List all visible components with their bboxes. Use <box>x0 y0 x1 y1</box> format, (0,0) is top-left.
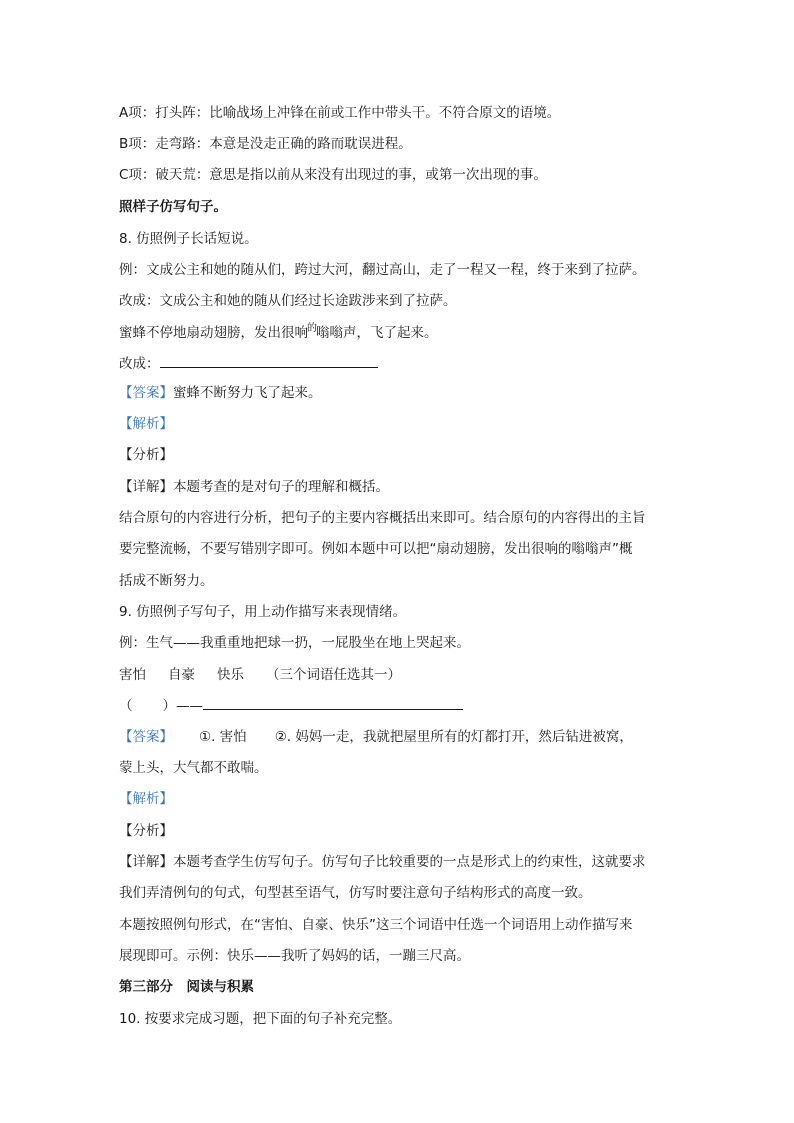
question-8-analysis-1: 结合原句的内容进行分析，把句子的主要内容概括出来即可。结合原句的内容得出的主旨 <box>119 510 646 526</box>
answer-blank[interactable] <box>160 353 378 368</box>
answer-part-2: ②. 妈妈一走，我就把屋里所有的灯都打开，然后钻进被窝， <box>274 729 633 745</box>
question-10-stem: 10. 按要求完成习题，把下面的句子补充完整。 <box>119 1011 402 1027</box>
word-choice-2: 自豪 <box>168 667 195 683</box>
option-c-explanation: C项：破天荒：意思是指以前从来没有出现过的事，或第一次出现的事。 <box>119 167 547 183</box>
detail-text: 本题考查学生仿写句子。仿写句子比较重要的一点是形式上的约束性，这就要求 <box>173 854 646 870</box>
question-9-analysis-2: 我们弄清例句的句式，句型甚至语气，仿写时要注意句子结构形式的高度一致。 <box>119 885 592 901</box>
question-8-analysis-3: 括成不断努力。 <box>119 573 214 589</box>
question-8-jiexi-tag: 【解析】 <box>119 416 173 432</box>
question-9-example: 例：生气——我重重地把球一扔，一屁股坐在地上哭起来。 <box>119 635 470 651</box>
question-8-answer <box>119 383 322 403</box>
question-8-sentence-part-a: 蜜蜂不停地扇动翅膀，发出很响 <box>119 325 308 341</box>
question-9-word-choices <box>119 665 401 685</box>
question-8-stem: 8. 仿照例子长话短说。 <box>119 231 258 247</box>
answer-part-1: ①. 害怕 <box>199 729 247 745</box>
part-3-heading: 第三部分 阅读与积累 <box>119 979 254 995</box>
word-choice-note: （三个词语任选其一） <box>266 667 401 683</box>
answer-tag: 【答案】 <box>119 385 173 401</box>
question-9-answer-continued: 蒙上头，大气都不敢喘。 <box>119 760 268 776</box>
option-b-explanation: B项：走弯路：本意是没走正确的路而耽误进程。 <box>119 136 412 152</box>
question-8-detail <box>119 477 389 497</box>
question-8-fenxi-tag: 【分析】 <box>119 447 173 463</box>
question-8-example: 例：文成公主和她的随从们，跨过大河，翻过高山，走了一程又一程，终于来到了拉萨。 <box>119 262 646 278</box>
question-9-blank-line <box>119 695 463 716</box>
answer-tag: 【答案】 <box>119 729 173 745</box>
question-9-jiexi-tag: 【解析】 <box>119 791 173 807</box>
answer-blank[interactable] <box>203 695 463 710</box>
question-9-analysis-4: 展现即可。示例：快乐——我听了妈妈的话，一蹦三尺高。 <box>119 948 470 964</box>
question-8-analysis-2: 要完整流畅，不要写错别字即可。例如本题中可以把“扇动翅膀，发出很响的嗡嗡声”概 <box>119 541 633 557</box>
answer-text: 蜜蜂不断努力飞了起来。 <box>173 385 322 401</box>
word-choice-3: 快乐 <box>217 667 244 683</box>
answer-prompt: 改成： <box>119 356 160 372</box>
detail-tag: 【详解】 <box>119 854 173 870</box>
question-8-sentence-part-b: 嗡嗡声，飞了起来。 <box>316 325 438 341</box>
option-a-explanation: A项：打头阵：比喻战场上冲锋在前或工作中带头干。不符合原文的语境。 <box>119 105 561 121</box>
question-9-fenxi-tag: 【分析】 <box>119 823 173 839</box>
question-8-sentence <box>119 323 438 345</box>
detail-tag: 【详解】 <box>119 479 173 495</box>
question-8-answer-line <box>119 353 378 374</box>
detail-text: 本题考查的是对句子的理解和概括。 <box>173 479 389 495</box>
question-8-sentence-superscript: 的 <box>307 323 317 334</box>
question-9-analysis-3: 本题按照例句形式，在“害怕、自豪、快乐”这三个词语中任选一个词语用上动作描写来 <box>119 917 633 933</box>
question-8-example-rewrite: 改成：文成公主和她的随从们经过长途跋涉来到了拉萨。 <box>119 293 457 309</box>
blank-close-paren-dash: ）—— <box>162 698 203 714</box>
word-choice-1: 害怕 <box>119 667 146 683</box>
question-9-answer <box>119 727 633 747</box>
question-9-stem: 9. 仿照例子写句子，用上动作描写来表现情绪。 <box>119 604 407 620</box>
section-heading-imitate: 照样子仿写句子。 <box>119 199 227 215</box>
question-9-detail <box>119 852 646 872</box>
blank-open-paren: （ <box>119 698 133 714</box>
